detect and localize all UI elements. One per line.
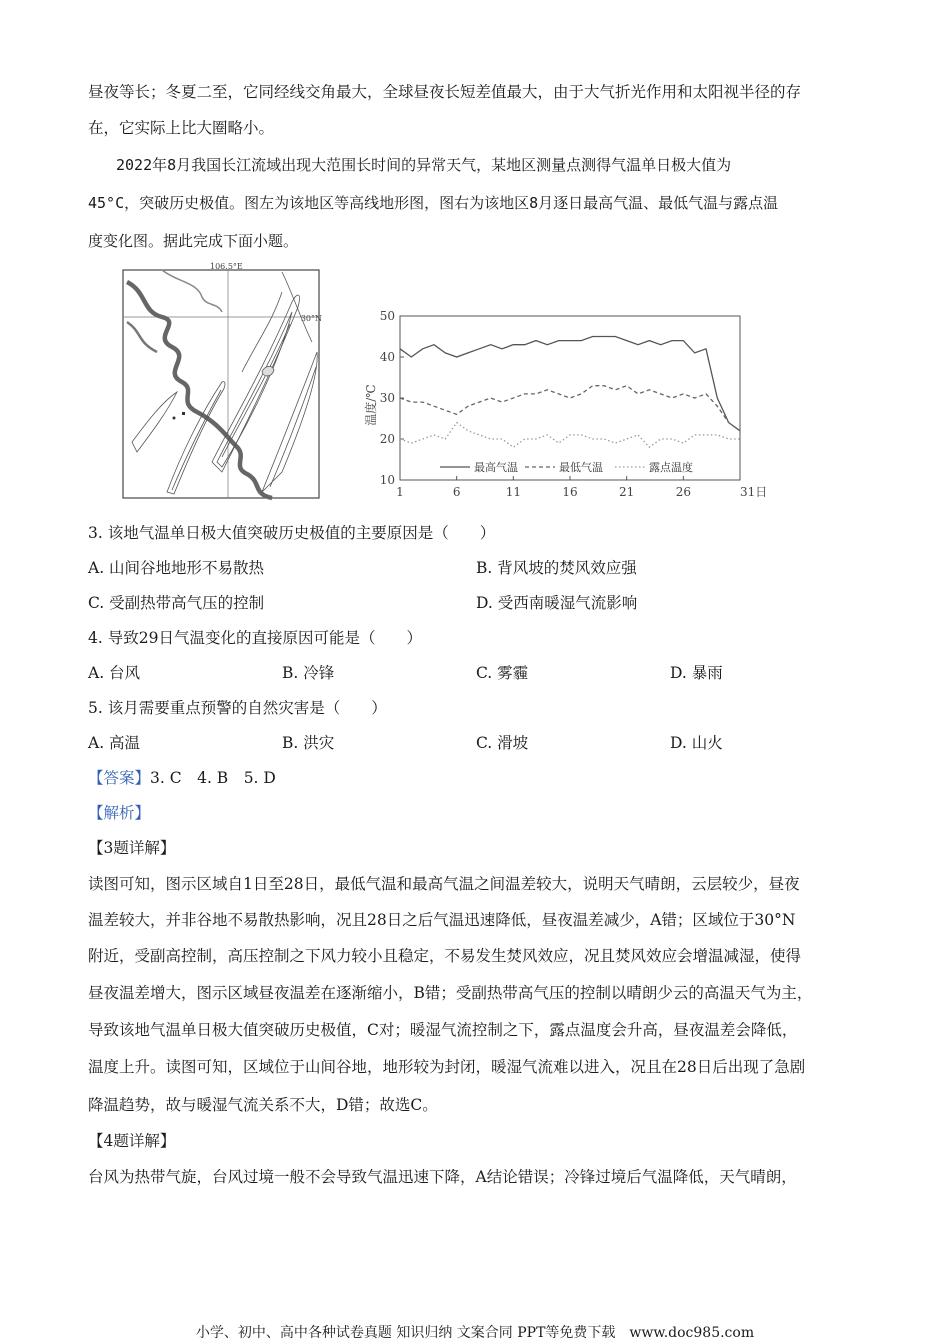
q3-option-b: B. 背风坡的焚风效应强 bbox=[476, 559, 637, 577]
y-axis-label: 温度/℃ bbox=[364, 384, 378, 426]
answer-label: 【答案】 bbox=[88, 769, 151, 787]
series-line-2 bbox=[400, 386, 740, 431]
detail4-line-1: 台风为热带气旋，台风过境一般不会导致气温迅速下降，A结论错误；冷锋过境后气温降低，天气晴朗， bbox=[88, 1168, 797, 1186]
q3-stem: 3. 该地气温单日极大值突破历史极值的主要原因是（ ） bbox=[88, 524, 496, 542]
chart-legend bbox=[440, 460, 693, 474]
y-tick-label: 20 bbox=[379, 432, 395, 446]
y-tick-label: 30 bbox=[379, 391, 395, 405]
y-tick-label: 50 bbox=[379, 309, 395, 323]
answer-line bbox=[88, 768, 276, 788]
intro-line-1: 昼夜等长；冬夏二至，它同经线交角最大，全球昼夜长短差值最大，由于大气折光作用和太阳视半径的存 bbox=[88, 83, 802, 101]
detail3-heading: 【3题详解】 bbox=[88, 839, 176, 857]
q5-option-d: D. 山火 bbox=[670, 734, 723, 752]
page-footer: 小学、初中、高中各种试卷真题 知识归纳 文案合同 PPT等免费下载 www.doc985.com bbox=[195, 1325, 755, 1341]
x-tick-label: 1 bbox=[396, 485, 404, 499]
x-ticks bbox=[396, 476, 767, 499]
series-line-3 bbox=[400, 423, 740, 448]
q3-option-a: A. 山间谷地地形不易散热 bbox=[88, 559, 265, 577]
legend-label-2: 最低气温 bbox=[559, 461, 603, 474]
detail3-line-2: 温差较大，并非谷地不易散热影响，况且28日之后气温迅速降低，昼夜温差减少，A错；区域位于30°N bbox=[88, 911, 796, 929]
q5-option-b: B. 洪灾 bbox=[282, 734, 335, 752]
passage-line-3: 度变化图。据此完成下面小题。 bbox=[88, 232, 299, 250]
temperature-chart bbox=[360, 305, 768, 505]
q3-option-d: D. 受西南暖湿气流影响 bbox=[476, 594, 638, 612]
chart-series bbox=[400, 337, 740, 448]
detail3-line-3: 附近，受副高控制，高压控制之下风力较小且稳定，不易发生焚风效应，况且焚风效应会增温减湿，使得 bbox=[88, 947, 802, 965]
legend-label-3: 露点温度 bbox=[649, 461, 693, 474]
detail3-line-5: 导致该地气温单日极大值突破历史极值，C对；暖湿气流控制之下，露点温度会升高，昼夜温差会降低， bbox=[88, 1021, 798, 1039]
longitude-label: 106.5°E bbox=[210, 262, 243, 271]
passage-line-2: 45°C，突破历史极值。图左为该地区等高线地形图，图右为该地区8月逐日最高气温、最低气温与露点温 bbox=[88, 194, 779, 212]
detail4-heading: 【4题详解】 bbox=[88, 1132, 176, 1150]
passage-line-1: 2022年8月我国长江流域出现大范围长时间的异常天气，某地区测量点测得气温单日极大值为 bbox=[116, 156, 732, 174]
legend-label-1: 最高气温 bbox=[474, 461, 518, 474]
y-tick-label: 10 bbox=[379, 473, 395, 487]
q5-stem: 5. 该月需要重点预警的自然灾害是（ ） bbox=[88, 699, 387, 717]
q4-option-b: B. 冷锋 bbox=[282, 664, 335, 682]
x-tick-label: 11 bbox=[505, 485, 521, 499]
detail3-line-6: 温度上升。读图可知，区域位于山间谷地，地形较为封闭，暖湿气流难以进入，况且在28日后出现了急剧 bbox=[88, 1058, 806, 1076]
q3-option-c: C. 受副热带高气压的控制 bbox=[88, 594, 265, 612]
analysis-label: 【解析】 bbox=[88, 804, 151, 822]
q5-option-c: C. 滑坡 bbox=[476, 734, 529, 752]
q4-stem: 4. 导致29日气温变化的直接原因可能是（ ） bbox=[88, 629, 422, 647]
contour-map bbox=[122, 262, 322, 500]
q5-option-a: A. 高温 bbox=[88, 734, 141, 752]
detail3-line-7: 降温趋势，故与暖湿气流关系不大，D错；故选C。 bbox=[88, 1096, 438, 1114]
q4-option-d: D. 暴雨 bbox=[670, 664, 723, 682]
x-tick-label: 21 bbox=[619, 485, 635, 499]
y-tick-label: 40 bbox=[379, 350, 395, 364]
x-tick-label: 26 bbox=[675, 485, 691, 499]
x-tick-label: 31日 bbox=[740, 485, 768, 499]
series-line-1 bbox=[400, 337, 740, 431]
intro-line-2: 在，它实际上比大圈略小。 bbox=[88, 119, 275, 137]
x-tick-label: 16 bbox=[562, 485, 578, 499]
q4-option-c: C. 雾霾 bbox=[476, 664, 529, 682]
detail3-line-4: 昼夜温差增大，图示区域昼夜温差在逐渐缩小，B错；受副热带高气压的控制以晴朗少云的高温天气为主， bbox=[88, 984, 813, 1002]
latitude-label: 30°N bbox=[300, 314, 322, 323]
detail3-line-1: 读图可知，图示区域自1日至28日，最低气温和最高气温之间温差较大，说明天气晴朗，云层较少，昼夜 bbox=[88, 875, 800, 893]
answer-text: 3. C 4. B 5. D bbox=[150, 769, 276, 787]
x-tick-label: 6 bbox=[452, 485, 461, 499]
q4-option-a: A. 台风 bbox=[88, 664, 141, 682]
